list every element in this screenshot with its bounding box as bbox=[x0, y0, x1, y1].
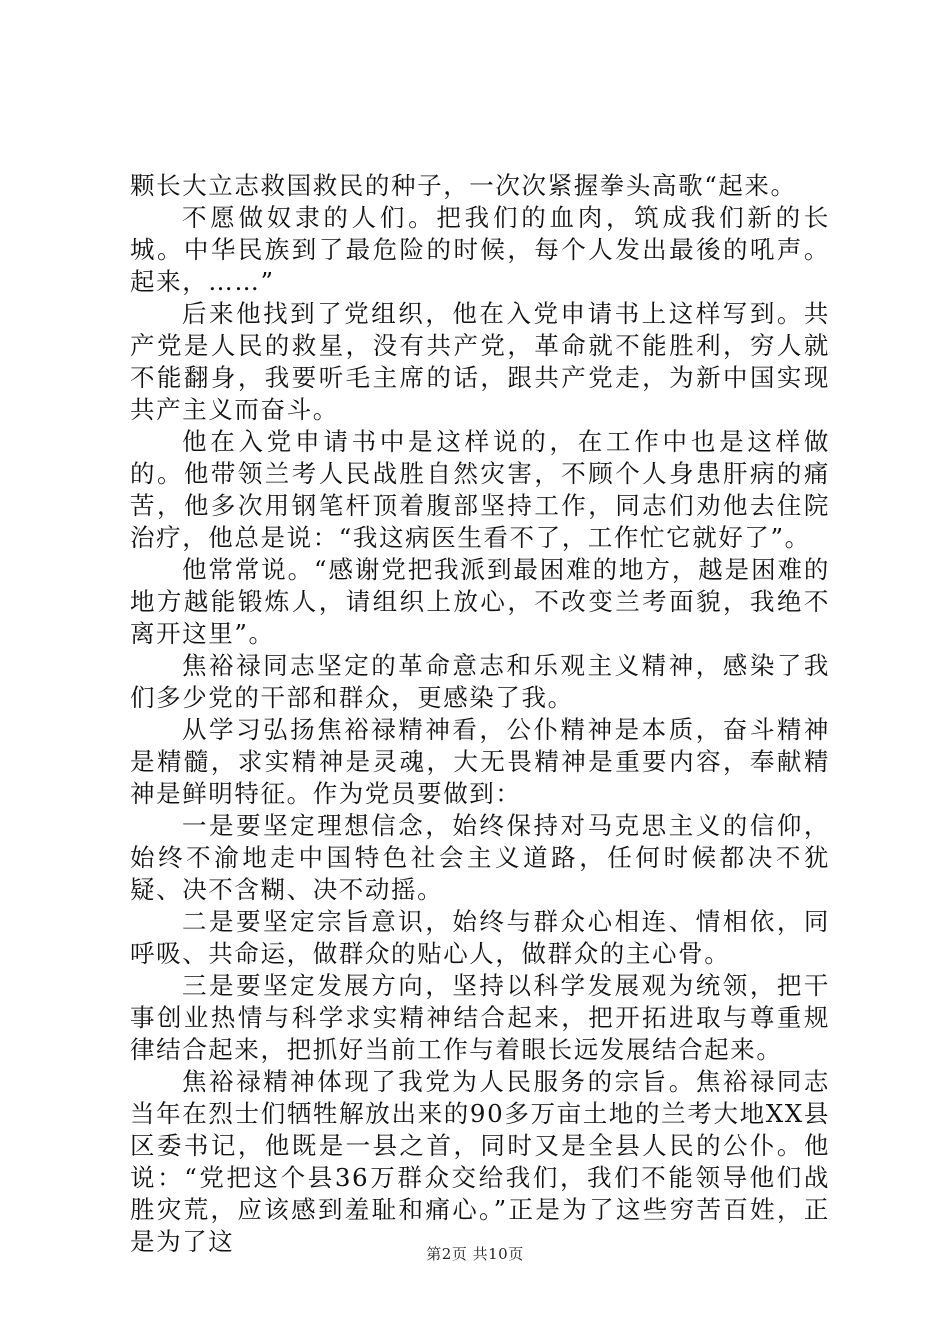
paragraph: 不愿做奴隶的人们。把我们的血肉，筑成我们新的长城。中华民族到了最危险的时候，每个人发出最後的吼声。起来，……” bbox=[130, 203, 830, 296]
paragraph: 三是要坚定发展方向，坚持以科学发展观为统领，把干事创业热情与科学求实精神结合起来，把开拓进取与尊重规律结合起来，把抓好当前工作与着眼长远发展结合起来。 bbox=[130, 971, 830, 1064]
paragraph: 焦裕禄精神体现了我党为人民服务的宗旨。焦裕禄同志当年在烈士们牺牲解放出来的90多万亩土地的兰考大地XX县区委书记，他既是一县之首，同时又是全县人民的公仆。他说：“党把这个县36万群众交给我们，我们不能领导他们战胜灾荒，应该感到羞耻和痛心。”正是为了这些穷苦百姓，正是为了这 bbox=[130, 1067, 830, 1256]
paragraph: 二是要坚定宗旨意识，始终与群众心相连、情相依，同呼吸、共命运，做群众的贴心人，做群众的主心骨。 bbox=[130, 907, 830, 968]
paragraph: 他在入党申请书中是这样说的，在工作中也是这样做的。他带领兰考人民战胜自然灾害，不顾个人身患肝病的痛苦，他多次用钢笔杆顶着腹部坚持工作，同志们劝他去住院治疗，他总是说：“我这病医生看不了，工作忙它就好了”。 bbox=[130, 427, 830, 552]
paragraph: 后来他找到了党组织，他在入党申请书上这样写到。共产党是人民的救星，没有共产党，革命就不能胜利，穷人就不能翻身，我要听毛主席的话，跟共产党走，为新中国实现共产主义而奋斗。 bbox=[130, 299, 830, 424]
paragraph: 一是要坚定理想信念，始终保持对马克思主义的信仰，始终不渝地走中国特色社会主义道路，任何时候都决不犹疑、决不含糊、决不动摇。 bbox=[130, 811, 830, 904]
document-body bbox=[130, 170, 830, 1258]
paragraph: 他常常说。“感谢党把我派到最困难的地方，越是困难的地方越能锻炼人，请组织上放心，不改变兰考面貌，我绝不离开这里”。 bbox=[130, 555, 830, 648]
paragraph: 从学习弘扬焦裕禄精神看，公仆精神是本质，奋斗精神是精髓，求实精神是灵魂，大无畏精神是重要内容，奉献精神是鲜明特征。作为党员要做到： bbox=[130, 715, 830, 808]
page-number-footer: 第2页 共10页 bbox=[426, 1245, 524, 1263]
paragraph: 焦裕禄同志坚定的革命意志和乐观主义精神，感染了我们多少党的干部和群众，更感染了我。 bbox=[130, 651, 830, 712]
paragraph: 颗长大立志救国救民的种子，一次次紧握拳头高歌“起来。 bbox=[130, 171, 797, 200]
